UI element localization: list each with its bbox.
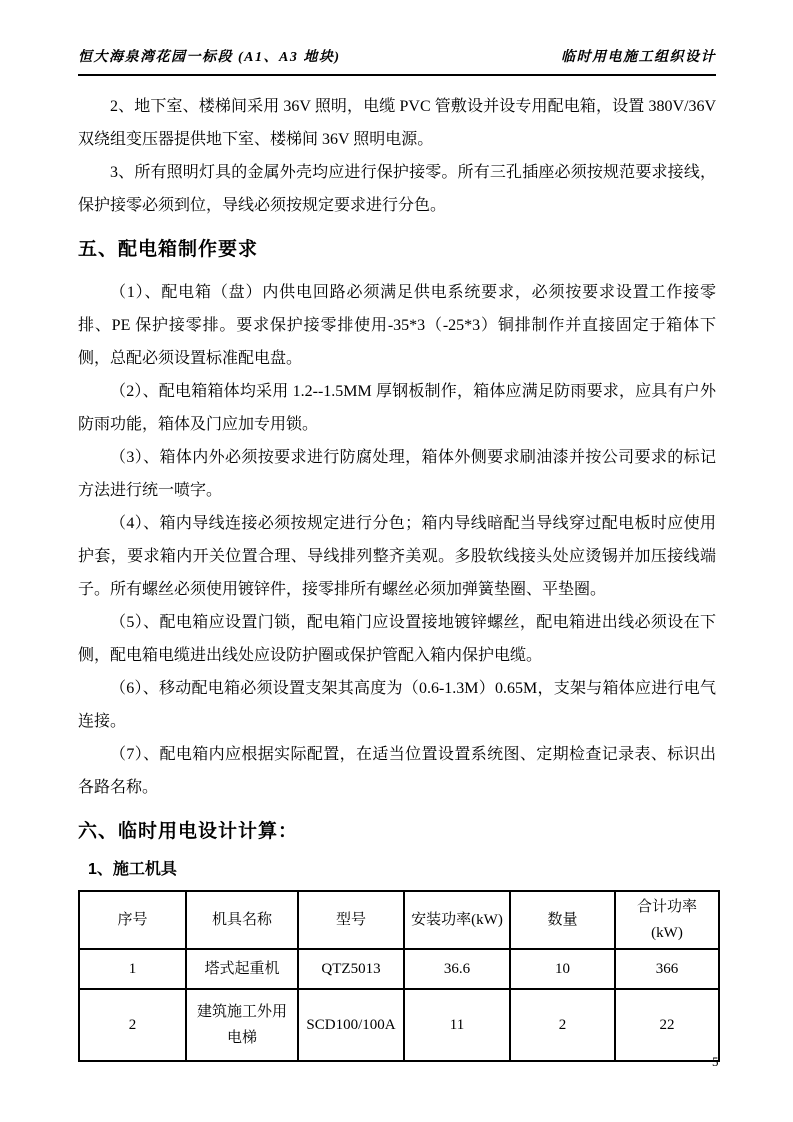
- col-header-installed-power: 安装功率(kW): [404, 891, 510, 949]
- table-row: [79, 989, 719, 1061]
- header-document-title: 临时用电施工组织设计: [561, 50, 716, 65]
- section5-item-2: （2）、配电箱箱体均采用 1.2--1.5MM 厚钢板制作，箱体应满足防雨要求，应具有户外防雨功能，箱体及门应加专用锁。: [78, 383, 716, 433]
- cell-total-power: 366: [615, 949, 719, 989]
- section5-item-5: （5）、配电箱应设置门锁，配电箱门应设置接地镀锌螺丝，配电箱进出线必须设在下侧，配电箱电缆进出线处应设防护圈或保护管配入箱内保护电缆。: [78, 614, 716, 664]
- section5-item-3: （3）、箱体内外必须按要求进行防腐处理，箱体外侧要求刷油漆并按公司要求的标记方法进行统一喷字。: [78, 449, 716, 499]
- cell-total-power: 22: [615, 989, 719, 1061]
- cell-equipment-name: 塔式起重机: [186, 949, 298, 989]
- cell-model: SCD100/100A: [298, 989, 404, 1061]
- document-content: [78, 90, 716, 1062]
- paragraph-item-2: 2、地下室、楼梯间采用 36V 照明，电缆 PVC 管敷设并设专用配电箱，设置 380V/36V 双绕组变压器提供地下室、楼梯间 36V 照明电源。: [78, 98, 716, 148]
- equipment-table: [78, 890, 720, 1062]
- section5-item-7: （7）、配电箱内应根据实际配置，在适当位置设置系统图、定期检查记录表、标识出各路名称。: [78, 746, 716, 796]
- cell-installed-power: 11: [404, 989, 510, 1061]
- section5-item-1: （1）、配电箱（盘）内供电回路必须满足供电系统要求，必须按要求设置工作接零排、PE 保护接零排。要求保护接零排使用-35*3（-25*3）铜排制作并直接固定于箱体下侧，总配必须设置标准配电盘。: [78, 284, 716, 367]
- table-row: [79, 949, 719, 989]
- header-project-title: 恒大海泉湾花园一标段 (A1、A3 地块): [78, 50, 341, 65]
- cell-index: 1: [79, 949, 186, 989]
- table-header-row: [79, 891, 719, 949]
- page-number: 5: [712, 1054, 719, 1069]
- col-header-equipment-name: 机具名称: [186, 891, 298, 949]
- cell-index: 2: [79, 989, 186, 1061]
- section6-heading: 六、临时用电设计计算：: [78, 821, 299, 842]
- paragraph-item-3: 3、所有照明灯具的金属外壳均应进行保护接零。所有三孔插座必须按规范要求接线，保护接零必须到位，导线必须按规定要求进行分色。: [78, 164, 716, 214]
- cell-quantity: 10: [510, 949, 615, 989]
- cell-model: QTZ5013: [298, 949, 404, 989]
- col-header-total-power: 合计功率(kW): [615, 891, 719, 949]
- col-header-quantity: 数量: [510, 891, 615, 949]
- section5-heading: 五、配电箱制作要求: [78, 239, 259, 260]
- cell-installed-power: 36.6: [404, 949, 510, 989]
- col-header-index: 序号: [79, 891, 186, 949]
- col-header-model: 型号: [298, 891, 404, 949]
- cell-equipment-name: 建筑施工外用电梯: [186, 989, 298, 1061]
- section5-item-6: （6）、移动配电箱必须设置支架其高度为（0.6-1.3M）0.65M，支架与箱体应进行电气连接。: [78, 680, 716, 730]
- section6-subheading: 1、施工机具: [88, 861, 177, 878]
- page-header: [78, 46, 716, 76]
- section5-item-4: （4）、箱内导线连接必须按规定进行分色；箱内导线暗配当导线穿过配电板时应使用护套，要求箱内开关位置合理、导线排列整齐美观。多股软线接头处应烫锡并加压接线端子。所有螺丝必须使用镀锌件，接零排所有螺丝必须加弹簧垫圈、平垫圈。: [78, 515, 716, 598]
- cell-quantity: 2: [510, 989, 615, 1061]
